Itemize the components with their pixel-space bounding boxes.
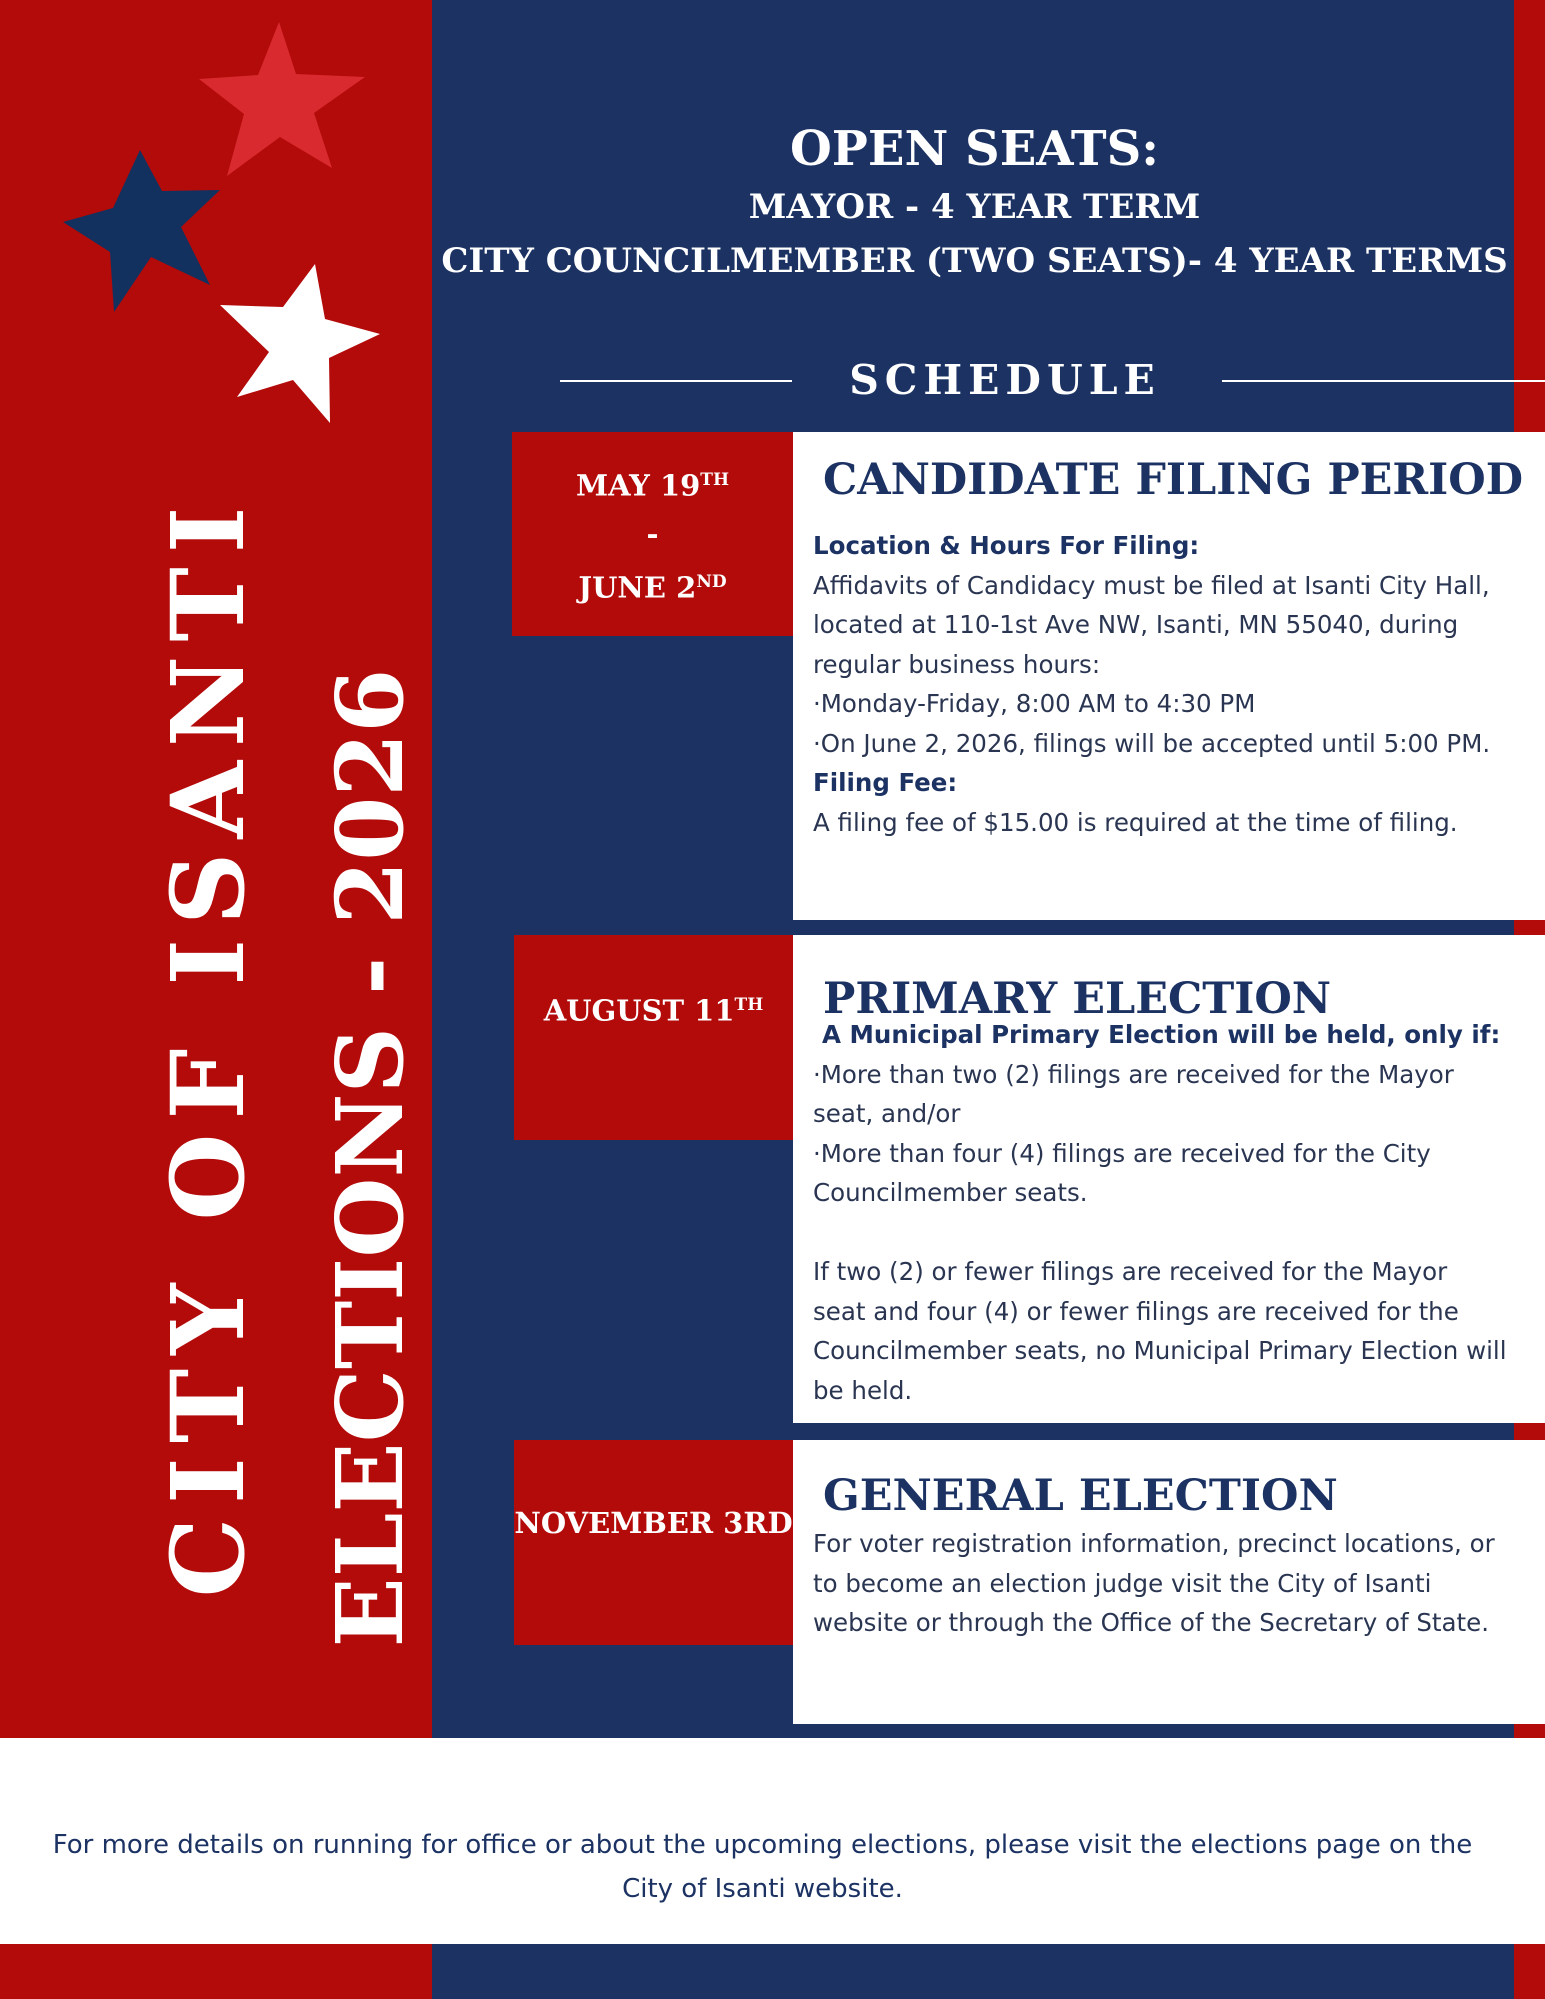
- filing-heading-location: Location & Hours For Filing:: [813, 531, 1200, 560]
- filing-date-separator: -: [646, 517, 659, 551]
- primary-text-line: Councilmember seats.: [813, 1178, 1088, 1207]
- schedule-rule-right: [1222, 380, 1545, 382]
- general-text-line: For voter registration information, precinct locations, or: [813, 1529, 1495, 1558]
- filing-text-line: ·Monday-Friday, 8:00 AM to 4:30 PM: [813, 689, 1256, 718]
- footer-note: [20, 1823, 1505, 1911]
- primary-text-line: seat, and/or: [813, 1099, 961, 1128]
- footer-red-band: [0, 1944, 432, 1999]
- filing-date-end: JUNE 2ND: [578, 570, 727, 605]
- filing-date-box: [512, 432, 793, 636]
- footer-line-2: City of Isanti website.: [622, 1874, 903, 1904]
- general-text-line: to become an election judge visit the City of Isanti: [813, 1568, 1432, 1598]
- seat-councilmember: CITY COUNCILMEMBER (TWO SEATS)- 4 YEAR TERMS: [441, 241, 1508, 281]
- filing-body: [813, 526, 1543, 842]
- star-icon-navy: [63, 150, 220, 312]
- filing-date-start: MAY 19TH: [575, 469, 730, 503]
- filing-text-line: Affidavits of Candidacy must be filed at Isanti City Hall,: [813, 570, 1490, 600]
- stars-decoration: [0, 0, 432, 440]
- sidebar-title-city: CITY OF ISANTI: [149, 492, 267, 1598]
- primary-text-line: seat and four (4) or fewer filings are received for the: [813, 1296, 1459, 1326]
- filing-heading-fee: Filing Fee:: [813, 768, 958, 797]
- general-date: NOVEMBER 3RD: [514, 1505, 793, 1540]
- primary-text-line: be held.: [813, 1375, 913, 1405]
- primary-panel: [793, 935, 1545, 1423]
- primary-heading: A Municipal Primary Election will be held, only if:: [822, 1020, 1501, 1049]
- general-panel: [793, 1440, 1545, 1724]
- filing-title: CANDIDATE FILING PERIOD: [823, 455, 1524, 505]
- general-title: GENERAL ELECTION: [823, 1471, 1338, 1521]
- footer-line-1: For more details on running for office or about the upcoming elections, please visit the elections page on the: [52, 1830, 1473, 1860]
- primary-title: PRIMARY ELECTION: [823, 974, 1332, 1024]
- footer-red-stripe: [1514, 1944, 1545, 1999]
- star-icon-white: [220, 264, 380, 423]
- sidebar-title-elections: ELECTIONS - 2026: [316, 668, 424, 1648]
- primary-body: [813, 1015, 1543, 1410]
- filing-text-line: located at 110-1st Ave NW, Isanti, MN 55040, during: [813, 610, 1459, 639]
- star-icon-red: [199, 22, 365, 176]
- filing-text-line: A filing fee of $15.00 is required at the time of filing.: [813, 807, 1458, 837]
- filing-panel: [793, 432, 1545, 920]
- footer-navy-band: [432, 1944, 1514, 1999]
- general-text-line: website or through the Office of the Secretary of State.: [813, 1608, 1490, 1637]
- primary-spacer: [813, 1213, 1543, 1253]
- general-body: [813, 1524, 1543, 1643]
- primary-date: AUGUST 11TH: [543, 993, 764, 1028]
- open-seats-title: OPEN SEATS:: [789, 121, 1160, 177]
- schedule-title: SCHEDULE: [849, 356, 1161, 404]
- primary-date-box: [514, 935, 793, 1140]
- filing-text-line: ·On June 2, 2026, filings will be accepted until 5:00 PM.: [813, 728, 1491, 758]
- primary-text-line: If two (2) or fewer filings are received for the Mayor: [813, 1257, 1448, 1286]
- general-date-box: [514, 1440, 793, 1645]
- open-seats-header: [432, 118, 1517, 288]
- seat-mayor: MAYOR - 4 YEAR TERM: [748, 187, 1201, 227]
- schedule-rule-left: [560, 380, 792, 382]
- primary-text-line: ·More than four (4) filings are received for the City: [813, 1138, 1431, 1168]
- primary-text-line: ·More than two (2) filings are received for the Mayor: [813, 1059, 1454, 1089]
- primary-text-line: Councilmember seats, no Municipal Primary Election will: [813, 1336, 1507, 1365]
- filing-text-line: regular business hours:: [813, 649, 1101, 679]
